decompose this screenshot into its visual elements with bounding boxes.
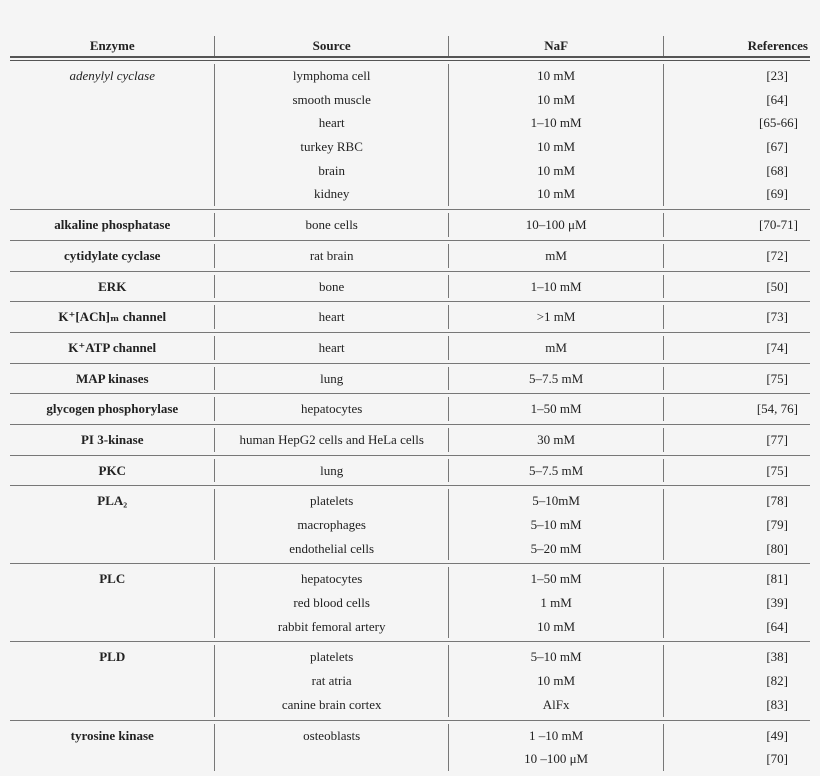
naf-concentration-cell: mM bbox=[448, 244, 663, 268]
naf-concentration-cell: 10 mM bbox=[448, 615, 663, 639]
enzyme-cell: glycogen phosphorylase bbox=[46, 401, 179, 417]
table-row bbox=[10, 275, 810, 299]
source-cell: lung bbox=[214, 459, 447, 483]
table-row bbox=[10, 591, 810, 615]
source-cell: endothelial cells bbox=[214, 537, 447, 561]
enzyme-group bbox=[10, 486, 810, 564]
header-enzyme: Enzyme bbox=[89, 38, 135, 53]
enzyme-cell bbox=[10, 693, 214, 717]
enzyme-group bbox=[10, 642, 810, 720]
table-row bbox=[10, 693, 810, 717]
table-row bbox=[10, 489, 810, 513]
enzyme-group bbox=[10, 456, 810, 487]
reference-cell: [82] bbox=[663, 669, 810, 693]
enzyme-cell: PI 3-kinase bbox=[80, 431, 144, 447]
naf-concentration-cell: 5–10 mM bbox=[448, 645, 663, 669]
table-row bbox=[10, 159, 810, 183]
source-cell: kidney bbox=[214, 182, 447, 206]
enzyme-cell: ERK bbox=[98, 278, 127, 294]
enzyme-cell bbox=[10, 591, 214, 615]
table-row bbox=[10, 428, 810, 452]
table-row bbox=[10, 537, 810, 561]
source-cell: rat brain bbox=[214, 244, 447, 268]
naf-concentration-cell: 5–10mM bbox=[448, 489, 663, 513]
reference-cell: [38] bbox=[663, 645, 810, 669]
reference-cell: [64] bbox=[663, 88, 810, 112]
naf-concentration-cell: 1 –10 mM bbox=[448, 724, 663, 748]
source-cell: lymphoma cell bbox=[214, 64, 447, 88]
naf-concentration-cell: 10 mM bbox=[448, 159, 663, 183]
enzyme-cell: PLA₂ bbox=[97, 493, 128, 509]
enzyme-cell: cytidylate cyclase bbox=[64, 247, 161, 263]
source-cell: rat atria bbox=[214, 669, 447, 693]
enzyme-cell bbox=[10, 135, 214, 159]
reference-cell: [54, 76] bbox=[663, 397, 810, 421]
source-cell: heart bbox=[214, 336, 447, 360]
naf-concentration-cell: 1–50 mM bbox=[448, 567, 663, 591]
table-row bbox=[10, 367, 810, 391]
enzyme-cell: tyrosine kinase bbox=[70, 727, 154, 743]
table-row bbox=[10, 244, 810, 268]
source-cell: hepatocytes bbox=[214, 567, 447, 591]
source-cell: heart bbox=[214, 111, 447, 135]
enzyme-naf-table bbox=[10, 36, 810, 774]
enzyme-cell bbox=[10, 111, 214, 135]
naf-concentration-cell: mM bbox=[448, 336, 663, 360]
source-cell: platelets bbox=[214, 489, 447, 513]
source-cell: hepatocytes bbox=[214, 397, 447, 421]
table-row bbox=[10, 111, 810, 135]
source-cell: macrophages bbox=[214, 513, 447, 537]
naf-concentration-cell: 10–100 μM bbox=[448, 213, 663, 237]
enzyme-cell: alkaline phosphatase bbox=[54, 217, 171, 233]
table-row bbox=[10, 135, 810, 159]
enzyme-cell: adenylyl cyclase bbox=[69, 68, 155, 83]
reference-cell: [49] bbox=[663, 724, 810, 748]
naf-concentration-cell: 10 mM bbox=[448, 88, 663, 112]
reference-cell: [81] bbox=[663, 567, 810, 591]
enzyme-cell bbox=[10, 615, 214, 639]
reference-cell: [77] bbox=[663, 428, 810, 452]
table-row bbox=[10, 305, 810, 329]
enzyme-group bbox=[10, 333, 810, 364]
reference-cell: [80] bbox=[663, 537, 810, 561]
enzyme-cell bbox=[10, 537, 214, 561]
enzyme-cell: PLD bbox=[99, 649, 126, 665]
source-cell: canine brain cortex bbox=[214, 693, 447, 717]
source-cell: heart bbox=[214, 305, 447, 329]
table-row bbox=[10, 88, 810, 112]
reference-cell: [69] bbox=[663, 182, 810, 206]
naf-concentration-cell: >1 mM bbox=[448, 305, 663, 329]
table-row bbox=[10, 669, 810, 693]
reference-cell: [70] bbox=[663, 747, 810, 771]
table-header-row bbox=[10, 36, 810, 56]
enzyme-group bbox=[10, 564, 810, 642]
naf-concentration-cell: 5–7.5 mM bbox=[448, 459, 663, 483]
header-naf: NaF bbox=[448, 36, 663, 56]
naf-concentration-cell: AlFx bbox=[448, 693, 663, 717]
reference-cell: [75] bbox=[663, 459, 810, 483]
reference-cell: [65-66] bbox=[663, 111, 810, 135]
source-cell: platelets bbox=[214, 645, 447, 669]
enzyme-cell bbox=[10, 88, 214, 112]
enzyme-cell: K⁺ATP channel bbox=[68, 339, 157, 355]
naf-concentration-cell: 5–7.5 mM bbox=[448, 367, 663, 391]
header-references: References bbox=[663, 36, 810, 56]
source-cell: smooth muscle bbox=[214, 88, 447, 112]
naf-concentration-cell: 10 mM bbox=[448, 64, 663, 88]
source-cell bbox=[214, 747, 447, 771]
naf-concentration-cell: 1–10 mM bbox=[448, 275, 663, 299]
reference-cell: [70-71] bbox=[663, 213, 810, 237]
naf-concentration-cell: 5–20 mM bbox=[448, 537, 663, 561]
reference-cell: [68] bbox=[663, 159, 810, 183]
reference-cell: [74] bbox=[663, 336, 810, 360]
table-row bbox=[10, 724, 810, 748]
table-row bbox=[10, 513, 810, 537]
enzyme-group bbox=[10, 364, 810, 395]
enzyme-group bbox=[10, 394, 810, 425]
enzyme-cell bbox=[10, 159, 214, 183]
enzyme-group bbox=[10, 302, 810, 333]
table-row bbox=[10, 213, 810, 237]
table-row bbox=[10, 336, 810, 360]
enzyme-cell: MAP kinases bbox=[75, 370, 149, 386]
reference-cell: [75] bbox=[663, 367, 810, 391]
naf-concentration-cell: 5–10 mM bbox=[448, 513, 663, 537]
reference-cell: [67] bbox=[663, 135, 810, 159]
table-row bbox=[10, 64, 810, 88]
enzyme-group bbox=[10, 425, 810, 456]
enzyme-group bbox=[10, 210, 810, 241]
table-row bbox=[10, 567, 810, 591]
naf-concentration-cell: 10 mM bbox=[448, 669, 663, 693]
table-row bbox=[10, 747, 810, 771]
reference-cell: [39] bbox=[663, 591, 810, 615]
enzyme-group bbox=[10, 721, 810, 774]
reference-cell: [72] bbox=[663, 244, 810, 268]
enzyme-cell bbox=[10, 182, 214, 206]
reference-cell: [23] bbox=[663, 64, 810, 88]
enzyme-group bbox=[10, 241, 810, 272]
enzyme-cell: K⁺[ACh]ₘ channel bbox=[58, 309, 167, 325]
table-row bbox=[10, 397, 810, 421]
enzyme-group bbox=[10, 272, 810, 303]
reference-cell: [64] bbox=[663, 615, 810, 639]
reference-cell: [83] bbox=[663, 693, 810, 717]
enzyme-group bbox=[10, 61, 810, 210]
source-cell: rabbit femoral artery bbox=[214, 615, 447, 639]
table-row bbox=[10, 182, 810, 206]
source-cell: brain bbox=[214, 159, 447, 183]
table-body bbox=[10, 61, 810, 774]
source-cell: human HepG2 cells and HeLa cells bbox=[214, 428, 447, 452]
source-cell: bone cells bbox=[214, 213, 447, 237]
header-source: Source bbox=[214, 36, 447, 56]
reference-cell: [73] bbox=[663, 305, 810, 329]
naf-concentration-cell: 10 mM bbox=[448, 135, 663, 159]
reference-cell: [78] bbox=[663, 489, 810, 513]
enzyme-cell bbox=[10, 513, 214, 537]
source-cell: lung bbox=[214, 367, 447, 391]
enzyme-cell bbox=[10, 747, 214, 771]
source-cell: bone bbox=[214, 275, 447, 299]
source-cell: turkey RBC bbox=[214, 135, 447, 159]
naf-concentration-cell: 30 mM bbox=[448, 428, 663, 452]
naf-concentration-cell: 1 mM bbox=[448, 591, 663, 615]
naf-concentration-cell: 10 –100 μM bbox=[448, 747, 663, 771]
table-row bbox=[10, 459, 810, 483]
reference-cell: [50] bbox=[663, 275, 810, 299]
enzyme-cell: PKC bbox=[98, 462, 126, 478]
naf-concentration-cell: 10 mM bbox=[448, 182, 663, 206]
naf-concentration-cell: 1–10 mM bbox=[448, 111, 663, 135]
table-row bbox=[10, 615, 810, 639]
enzyme-cell: PLC bbox=[99, 571, 126, 587]
source-cell: red blood cells bbox=[214, 591, 447, 615]
source-cell: osteoblasts bbox=[214, 724, 447, 748]
enzyme-cell bbox=[10, 669, 214, 693]
reference-cell: [79] bbox=[663, 513, 810, 537]
table-row bbox=[10, 645, 810, 669]
naf-concentration-cell: 1–50 mM bbox=[448, 397, 663, 421]
